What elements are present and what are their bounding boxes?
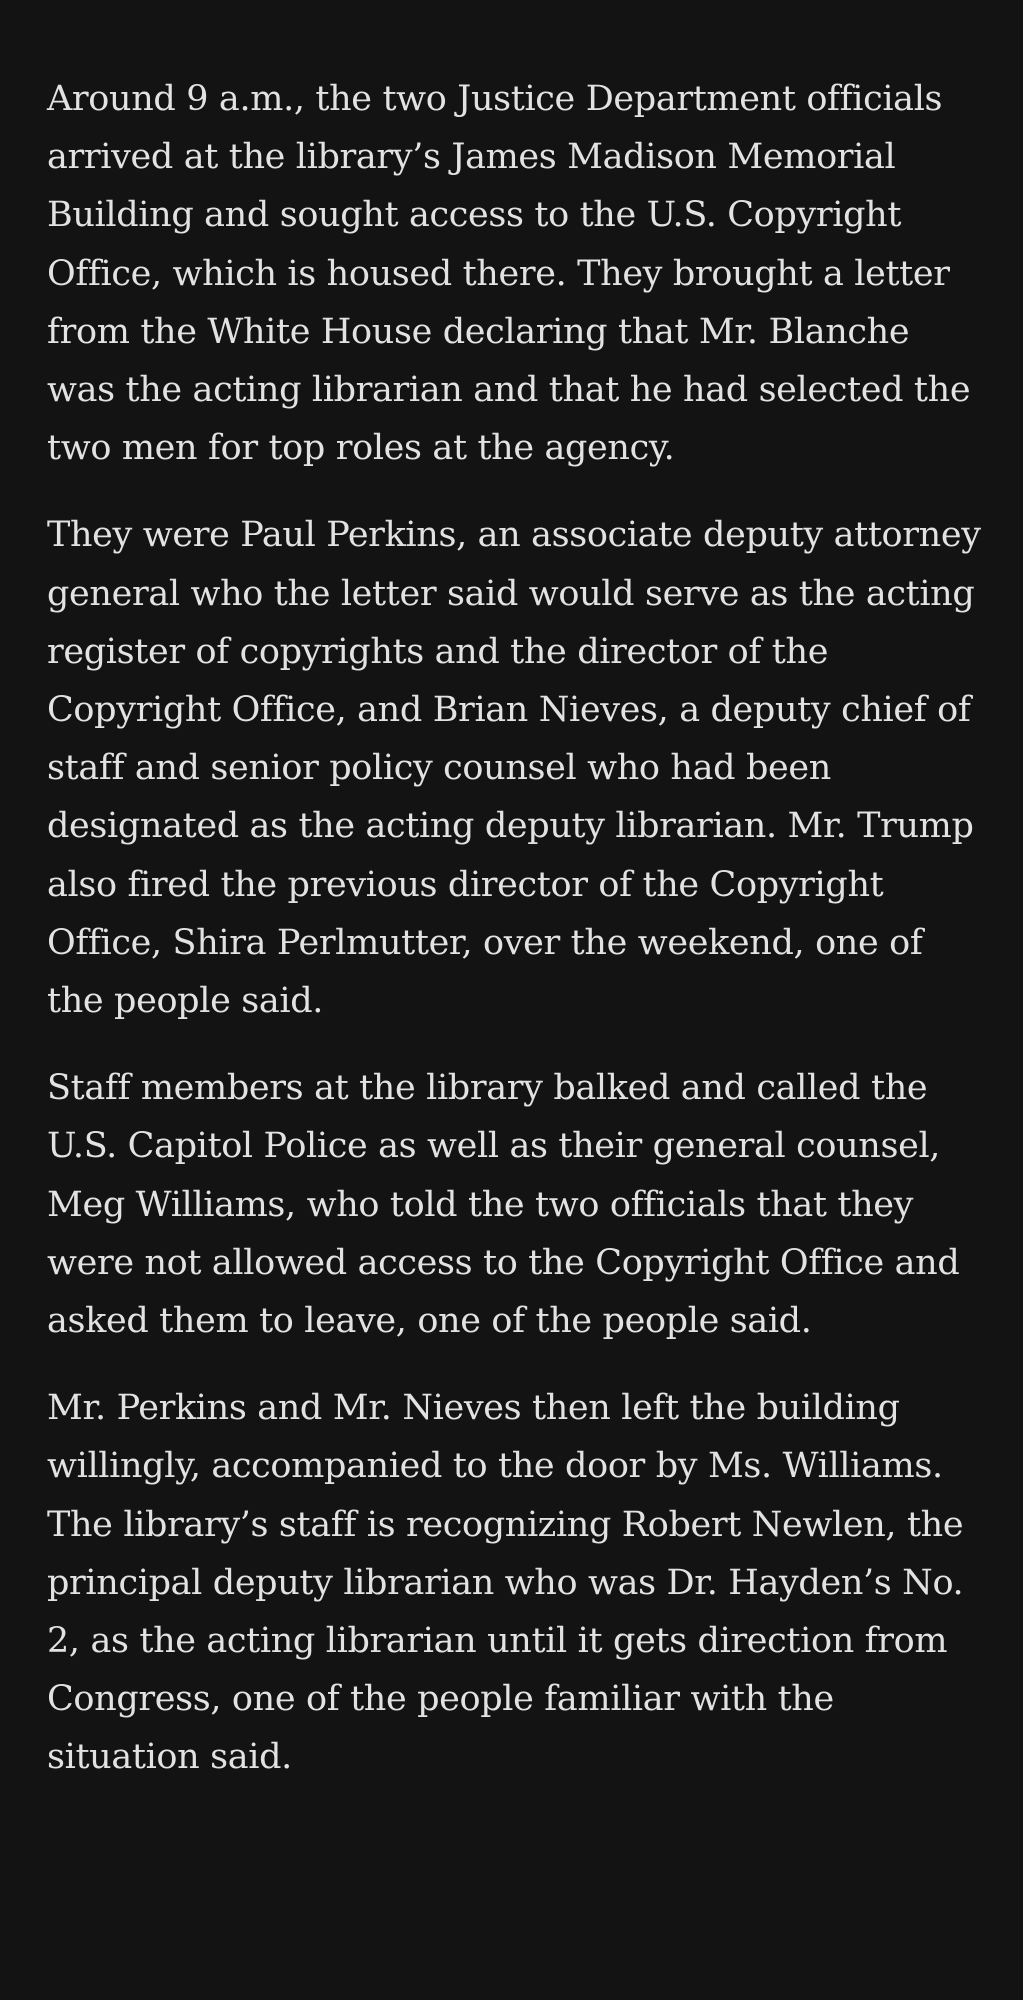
article-paragraph: Mr. Perkins and Mr. Nieves then left the building willingly, accompanied to the door by Ms. Williams. The library’s staff is recognizing Robert Newlen, the principal deputy librarian who was Dr. Hayden’s No. 2, as the acting librarian until it gets direction from Congress, one of the people familiar with the situation said. xyxy=(47,1388,964,1778)
article-paragraph: Staff members at the library balked and called the U.S. Capitol Police as well as their general counsel, Meg Williams, who told the two officials that they were not allowed access to the Copyright Office and asked them to leave, one of the people said. xyxy=(47,1068,960,1342)
article-paragraph: Around 9 a.m., the two Justice Department officials arrived at the library’s James Madison Memorial Building and sought access to the U.S. Copyright Office, which is housed there. They brought a letter from the White House declaring that Mr. Blanche was the acting librarian and that he had selected the two men for top roles at the agency. xyxy=(47,79,971,469)
article-paragraph: They were Paul Perkins, an associate deputy attorney general who the letter said would serve as the acting register of copyrights and the director of the Copyright Office, and Brian Nieves, a deputy chief of staff and senior policy counsel who had been designated as the acting deputy librarian. Mr. Trump also fired the previous director of the Copyright Office, Shira Perlmutter, over the weekend, one of the people said. xyxy=(47,515,981,1022)
